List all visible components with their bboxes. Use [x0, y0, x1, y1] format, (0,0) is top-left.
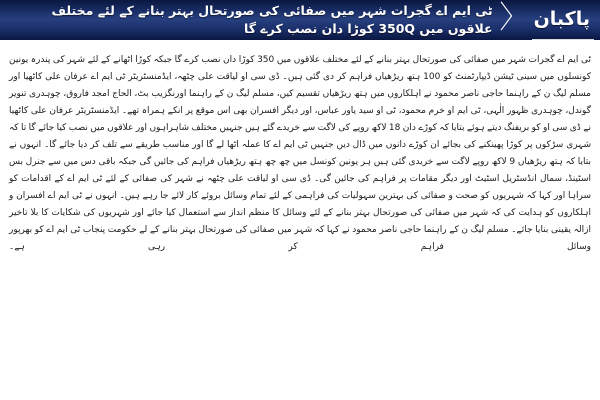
headline: ٹی ایم اے گجرات شہر میں صفائی کی صورتحال بہتر بنانے کے لئے مختلف علاقوں میں 350Q کوڑا دان نصب کرے گا: [51, 2, 493, 36]
article-paragraph: ٹی ایم اے گجرات شہر میں صفائی کی صورتحال بہتر بنانے کے لئے مختلف علاقوں میں 350 کوڑا دان نصب کرے گا جبکہ کوڑا اٹھانے کے لئے شہر کی پندرہ یونین کونسلوں میں سینی ٹیشن ڈیپارٹمنٹ کو 100 ہتھ ریڑھیاں فراہم کر دی گئی ہیں۔ ڈی سی او لیاقت علی چٹھہ، ایڈمنسٹریٹر ٹی ایم اے عرفان علی کاٹھیا اور مسلم لیگ ن کے راہنما حاجی ناصر محمود نے اہلکاروں میں ہتھ ریڑھیاں تقسیم کیں، مسلم لیگ ن کے راہنما اورنگزیب بٹ، الحاج امجد فاروق، چوہدری تنویر گوندل، چوہدری ظہور الٰہی، ٹی ایم او خرم محمود، ٹی او سید یاور عباس، اور دیگر افسران بھی اس موقع پر انکے ہمراہ تھے۔ ایڈمنسٹریٹر عرفان علی کاٹھیا نے ڈی سی او کو بریفنگ دیتے ہوئے بتایا کہ کوڑے دان 18 لاکھ روپے کی لاگت سے خریدے گئے ہیں جنہیں مختلف شاہراہوں اور علاقوں میں نصب کیا جائے گا تا کہ شہری سڑکوں پر کوڑا پھینکنے کی بجائے ان کوڑے دانوں میں ڈال دیں جنہیں ٹی ایم اے کا عملہ اٹھا لے گا اور مناسب طریقے سے تلف کر دیا جائے گا۔ انہوں نے بتایا کہ ہتھ ریڑھیاں 9 لاکھ روپے لاگت سے خریدی گئی ہیں ہر یونین کونسل میں چھ چھ ہتھ ریڑھیاں فراہم کی جائیں گی جبکہ باقی دس میں سے جنرل بس اسٹینڈ، سمال انڈسٹریل اسٹیٹ اور دیگر مقامات پر فراہم کی جائیں گی۔ ڈی سی او لیاقت علی چٹھہ نے شہر کی صفائی کے لئے ٹی ایم اے کے اقدامات کو سراہا اور کہا کہ شہریوں کو صحت و صفائی کی بہترین سہولیات کی فراہمی کے لئے تمام وسائل بروئے کار لائے جا رہے ہیں۔ انہوں نے ٹی ایم اے افسران و اہلکاروں کو ہدایت کی کہ شہر میں صفائی کی صورتحال بہتر بنانے کے لئے وسائل کا منظم انداز سے استعمال کیا جائے اور شہریوں کی شکایات کا بلا تاخیر ازالہ یقینی بنایا جائے۔ مسلم لیگ ن کے راہنما حاجی ناصر محمود نے کہا کہ شہر میں صفائی کی صورتحال بہتر بنانے کے لے حکومت پنجاب ٹی ایم اے کو بھرپور وسائل فراہم کر رہی ہے۔: [9, 55, 591, 252]
article-body: [0, 52, 600, 256]
headline-bar: [0, 0, 600, 40]
publication-logo: پاکبان: [532, 0, 594, 40]
chevron-separator-icon: 〈: [499, 0, 527, 37]
